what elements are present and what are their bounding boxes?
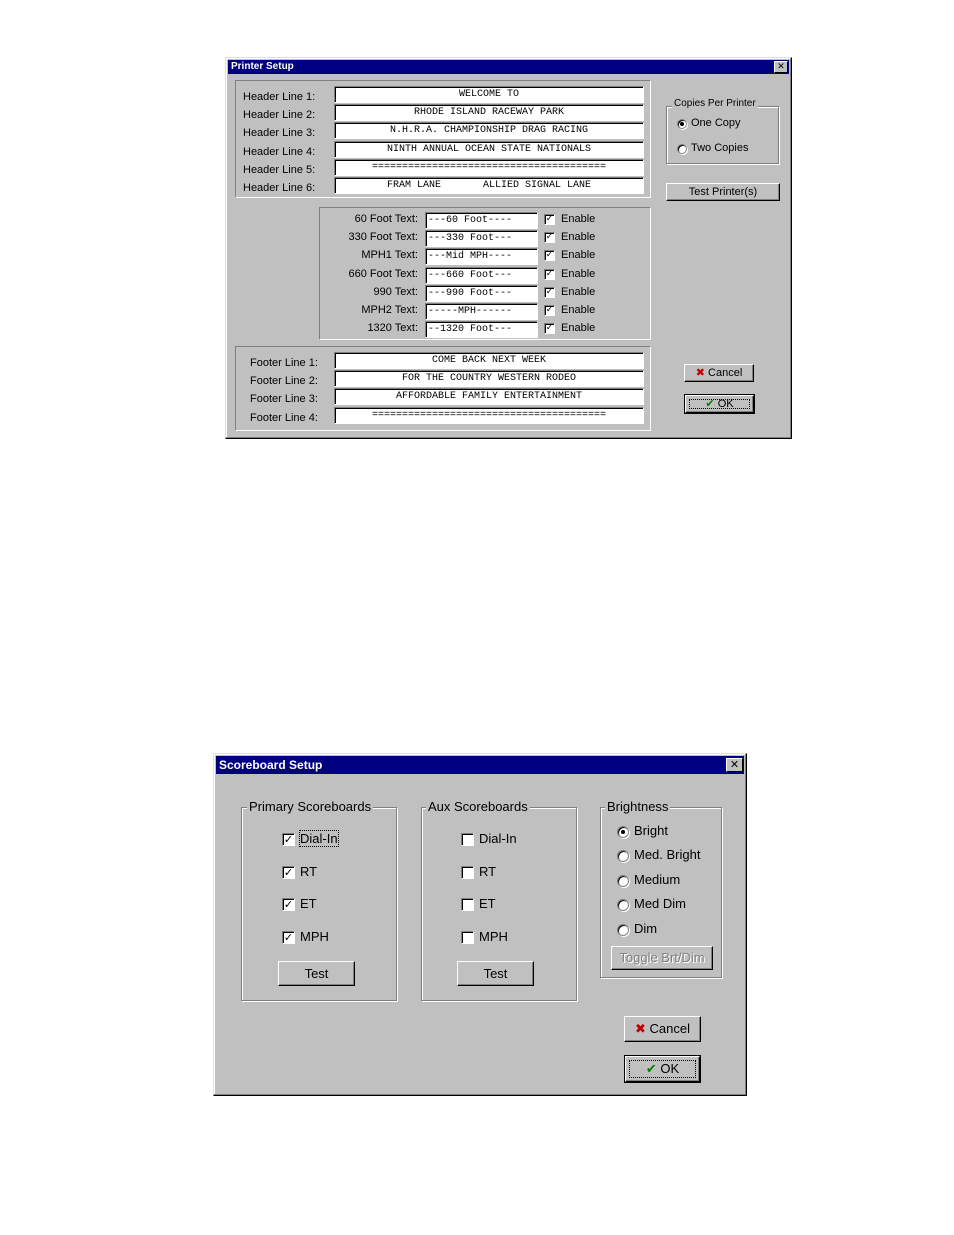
printer-setup-window [225, 57, 792, 439]
close-icon: ✕ [777, 62, 785, 72]
enable-label[interactable]: Enable [561, 304, 596, 316]
one-copy-label[interactable]: One Copy [691, 117, 741, 129]
printer-cancel-button[interactable] [684, 364, 754, 382]
close-icon: ✕ [729, 758, 740, 771]
printer-cancel-label: Cancel [708, 367, 743, 379]
scoreboard-cancel-button[interactable] [624, 1016, 701, 1042]
cancel-icon: ✖ [635, 1022, 646, 1037]
primary-2-checkbox[interactable]: ✓ [283, 898, 294, 911]
aux-0-checkbox[interactable] [461, 833, 474, 846]
ok-icon: ✔ [705, 397, 715, 410]
distance-text-label: 330 Foot Text: [348, 231, 418, 244]
footer-line-label: Footer Line 3: [250, 393, 318, 406]
enable-checkbox[interactable]: ✓ [545, 250, 554, 261]
primary-1-checkbox[interactable]: ✓ [283, 865, 294, 879]
footer-line-input[interactable]: AFFORDABLE FAMILY ENTERTAINMENT [334, 388, 644, 405]
scoreboard-ok-button[interactable] [625, 1056, 700, 1082]
enable-checkbox[interactable]: ✓ [545, 268, 554, 279]
distance-text-input[interactable]: --1320 Foot--- [425, 321, 538, 338]
enable-checkbox[interactable]: ✓ [545, 232, 554, 243]
aux-1-checkbox[interactable] [461, 866, 474, 879]
header-line-label: Header Line 6: [243, 182, 316, 194]
header-line-label: Header Line 4: [243, 145, 316, 158]
printer-ok-label: OK [717, 398, 734, 410]
footer-line-label: Footer Line 1: [250, 357, 318, 369]
distance-text-input[interactable]: ---990 Foot--- [425, 285, 538, 302]
aux-2-checkbox[interactable] [461, 898, 474, 911]
footer-line-input[interactable]: ======================================= [334, 407, 644, 424]
two-copies-radio[interactable] [677, 144, 687, 154]
primary-2-label[interactable]: ET [300, 896, 317, 911]
distance-text-input[interactable]: ---660 Foot--- [425, 267, 538, 284]
scoreboard-setup-title: Scoreboard Setup [219, 758, 323, 772]
footer-line-input[interactable]: COME BACK NEXT WEEK [334, 352, 644, 369]
scoreboard-setup-titlebar[interactable] [216, 756, 744, 774]
brightness-option-4-radio[interactable] [617, 924, 629, 936]
test-printers-label: Test Printer(s) [688, 186, 758, 198]
brightness-option-0-label[interactable]: Bright [634, 823, 668, 838]
aux-3-checkbox[interactable] [461, 931, 474, 944]
aux-scoreboards-legend: Aux Scoreboards [428, 799, 528, 814]
enable-label[interactable]: Enable [561, 322, 596, 335]
printer-setup-close-button[interactable] [774, 61, 788, 73]
enable-label[interactable]: Enable [561, 231, 596, 244]
brightness-option-4-label[interactable]: Dim [634, 920, 658, 936]
aux-1-label[interactable]: RT [479, 863, 497, 879]
brightness-option-2-label[interactable]: Medium [634, 871, 681, 887]
enable-label[interactable]: Enable [561, 285, 596, 298]
brightness-option-3-label[interactable]: Med Dim [634, 896, 687, 912]
primary-0-checkbox[interactable]: ✓ [283, 833, 294, 846]
distance-text-label: 990 Text: [373, 285, 418, 298]
header-line-input[interactable]: ======================================= [334, 159, 644, 176]
distance-text-label: 660 Foot Text: [348, 267, 418, 280]
enable-label[interactable]: Enable [561, 213, 596, 225]
aux-3-label[interactable]: MPH [479, 928, 508, 944]
primary-3-checkbox[interactable]: ✓ [283, 930, 294, 944]
enable-checkbox[interactable]: ✓ [545, 286, 554, 297]
distance-text-input[interactable]: ---60 Foot---- [425, 212, 538, 229]
printer-setup-titlebar[interactable] [228, 60, 789, 74]
printer-ok-button[interactable] [685, 395, 754, 413]
toggle-brt-dim-button[interactable] [611, 946, 713, 970]
test-printers-button[interactable] [666, 183, 780, 201]
two-copies-label[interactable]: Two Copies [691, 142, 749, 154]
header-line-label: Header Line 2: [243, 109, 316, 122]
header-line-input[interactable]: FRAM LANE ALLIED SIGNAL LANE [334, 177, 644, 194]
brightness-option-0-radio[interactable] [617, 826, 629, 838]
aux-2-label[interactable]: ET [479, 896, 496, 911]
distance-text-label: 1320 Text: [367, 322, 418, 335]
scoreboard-setup-close-button[interactable] [726, 758, 743, 772]
brightness-option-2-radio[interactable] [617, 875, 629, 887]
distance-text-label: MPH2 Text: [361, 304, 418, 316]
copies-per-printer-group [666, 106, 779, 164]
distance-text-input[interactable]: ---330 Foot--- [425, 230, 538, 247]
cancel-icon: ✖ [695, 366, 705, 379]
aux-test-button[interactable] [457, 961, 534, 986]
footer-line-input[interactable]: FOR THE COUNTRY WESTERN RODEO [334, 370, 644, 387]
brightness-legend: Brightness [607, 799, 669, 814]
aux-test-label: Test [483, 966, 508, 981]
enable-checkbox[interactable]: ✓ [545, 305, 554, 315]
header-line-input[interactable]: WELCOME TO [334, 86, 644, 103]
enable-checkbox[interactable]: ✓ [545, 214, 554, 224]
distance-text-input[interactable]: ---Mid MPH---- [425, 248, 538, 265]
header-line-label: Header Line 1: [243, 91, 316, 103]
primary-scoreboards-legend: Primary Scoreboards [249, 799, 372, 814]
copies-per-printer-legend: Copies Per Printer [674, 98, 756, 109]
distance-text-label: MPH1 Text: [361, 249, 418, 262]
aux-0-label[interactable]: Dial-In [479, 831, 517, 846]
one-copy-radio[interactable] [677, 119, 687, 129]
footer-line-label: Footer Line 2: [250, 375, 318, 388]
header-line-input[interactable]: N.H.R.A. CHAMPIONSHIP DRAG RACING [334, 122, 644, 139]
brightness-option-1-label[interactable]: Med. Bright [634, 847, 701, 863]
header-line-label: Header Line 3: [243, 127, 316, 140]
scoreboard-cancel-label: Cancel [649, 1021, 690, 1036]
primary-test-label: Test [304, 966, 329, 981]
distance-text-label: 60 Foot Text: [354, 213, 418, 225]
distance-text-input[interactable]: -----MPH------ [425, 303, 538, 320]
ok-icon: ✔ [645, 1062, 657, 1077]
header-line-label: Header Line 5: [243, 163, 316, 176]
enable-label[interactable]: Enable [561, 267, 596, 280]
primary-test-button[interactable] [278, 961, 355, 986]
enable-checkbox[interactable]: ✓ [545, 323, 554, 334]
scoreboard-ok-label: OK [660, 1061, 680, 1076]
footer-line-label: Footer Line 4: [250, 411, 318, 424]
primary-3-label[interactable]: MPH [300, 928, 329, 944]
printer-setup-title: Printer Setup [231, 61, 294, 72]
header-line-input[interactable]: NINTH ANNUAL OCEAN STATE NATIONALS [334, 141, 644, 158]
primary-1-label[interactable]: RT [300, 863, 318, 879]
toggle-brt-dim-label: Toggle Brt/Dim [619, 950, 705, 965]
header-line-input[interactable]: RHODE ISLAND RACEWAY PARK [334, 104, 644, 121]
enable-label[interactable]: Enable [561, 249, 596, 262]
primary-0-label[interactable]: Dial-In [300, 831, 338, 846]
scoreboard-setup-window [213, 753, 747, 1096]
